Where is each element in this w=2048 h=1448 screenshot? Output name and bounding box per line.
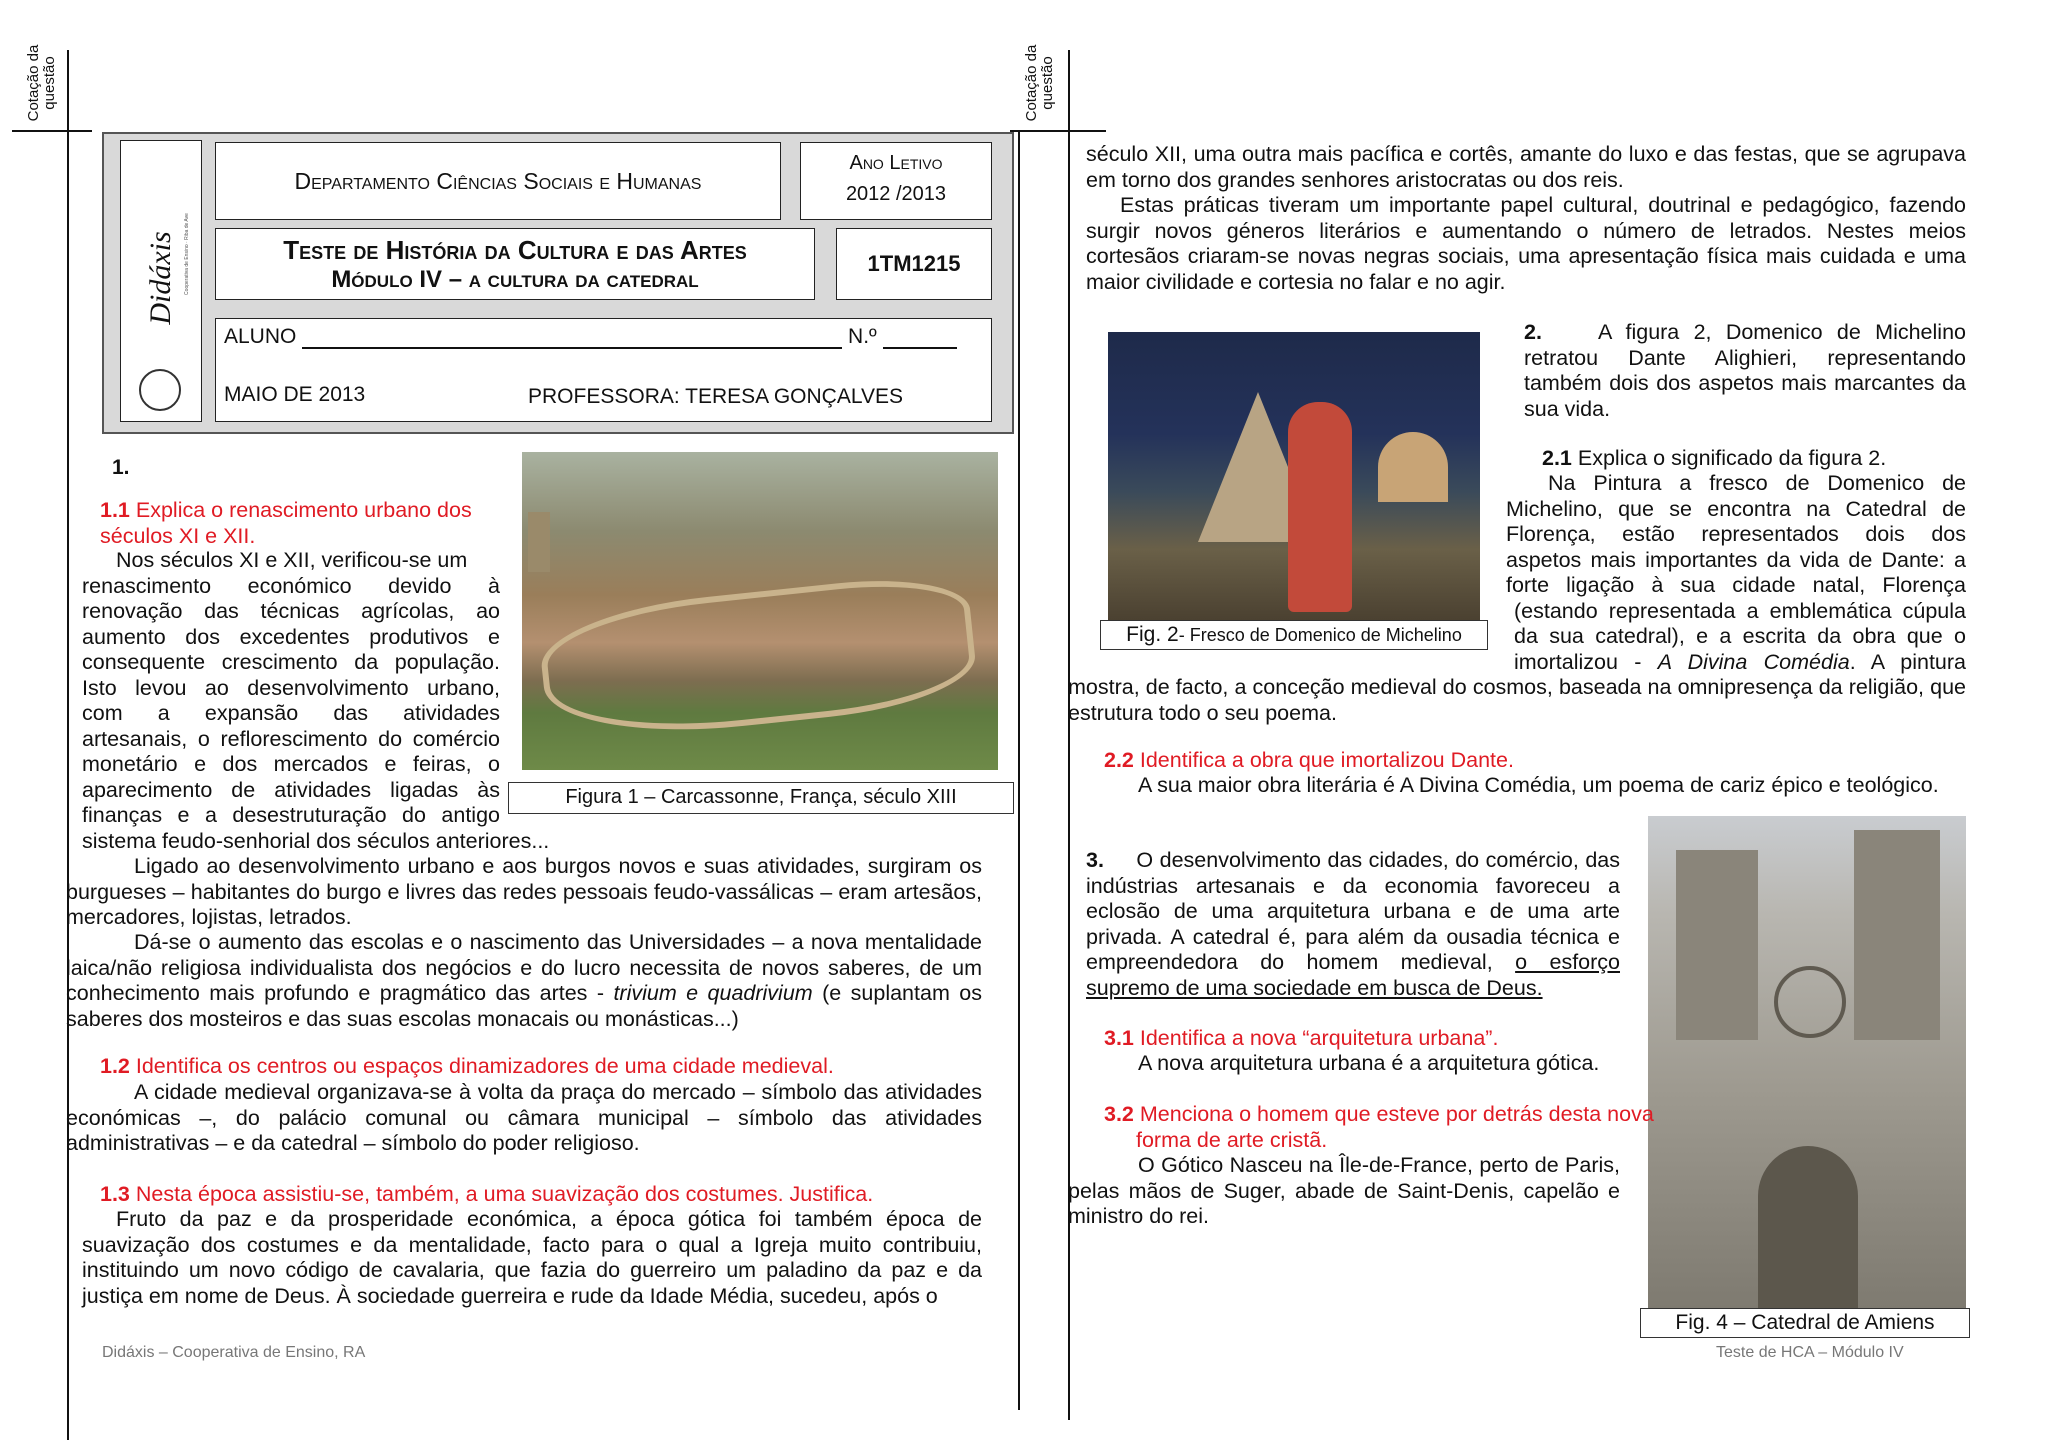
a2-1-line [1506, 650, 1966, 676]
q3-number: 3. [1086, 848, 1104, 872]
margin-label-right: Cotação da questão [1023, 44, 1056, 122]
year-label: Ano Letivo [849, 152, 943, 174]
a1-1-tail: sistema feudo-senhorial dos séculos anteriores... [82, 829, 550, 853]
figure-4-amiens-cathedral-image [1648, 816, 1966, 1310]
tower-shape [528, 512, 550, 572]
q1-1-text: Explica o renascimento urbano dos séculos XI e XII. [100, 498, 472, 548]
a2-1-line: (estando representada a emblemática cúpula [1514, 598, 1966, 623]
a2-1-line: Na Pintura a fresco de Domenico de [1548, 471, 1966, 495]
logo-emblem-icon [139, 369, 181, 411]
fig2-caption-label: Fig. 2 [1126, 623, 1179, 646]
a2-1-line: aspetos mais importantes da vida de Dante: a [1506, 547, 1966, 572]
didaxis-logo: Didáxis [144, 231, 177, 325]
figure-1-caption: Figura 1 – Carcassonne, França, século XIII [508, 782, 1014, 814]
a1-1-line: monetário e dos mercados e feiras, o [82, 752, 500, 776]
q3-question [1086, 848, 1620, 1001]
q1-1-number: 1.1 [100, 498, 130, 522]
q3-2-text: Menciona o homem que esteve por detrás desta nova forma de arte cristã. [1136, 1102, 1654, 1152]
a2-1-last-text: imortalizou - [1514, 649, 1658, 674]
a1-1-paragraph-2: Ligado ao desenvolvimento urbano e aos burgos novos e suas atividades, surgiram os burgueses – habitantes do burgo e livres das redes pessoais feudo-vassálicas – eram artesãos, mercadores, lojistas, letrados. [66, 854, 982, 929]
a1-3-answer: Fruto da paz e da prosperidade económica, a época gótica foi também época de suavização dos costumes e da mentalidade, facto para o qual a Igreja muito contribuiu, instituindo um novo código de cavalaria, que fazia do guerreiro um paladino da paz e da justiça em nome de Deus. À sociedade guerreira e rude da Idade Média, sucedeu, após o [82, 1207, 982, 1308]
test-title-line2: Módulo IV – a cultura da catedral [331, 266, 699, 293]
exam-date: MAIO DE 2013 [224, 383, 366, 406]
a1-1-paragraph-3 [66, 930, 982, 1032]
a2-1-last-text-end: . A pintura [1849, 649, 1966, 674]
a1-1-p3-text: Dá-se o aumento das escolas e o nascimento das Universidades – a nova mentalidade laica/não religiosa individualista dos negócios e do lucro necessita de novos saberes, de um conhecimento mais profundo e pragmático das artes - [66, 930, 982, 1005]
margin-line-left [67, 50, 69, 1440]
a1-1-line: renascimento económico devido à [82, 573, 500, 598]
a2-1-last-italic: A Divina Comédia [1657, 649, 1850, 674]
a1-1-line: Isto levou ao desenvolvimento urbano, [82, 675, 500, 700]
year-value: 2012 /2013 [845, 183, 947, 205]
q2-1-question [1542, 446, 1962, 472]
a2-1-line: da sua catedral), e a escrita da obra que o [1514, 624, 1966, 648]
a1-1-line: consequente crescimento da população. [82, 650, 500, 674]
rose-window-shape [1774, 966, 1846, 1038]
city-wall-shape [536, 570, 979, 746]
q3-2-number: 3.2 [1104, 1102, 1134, 1126]
a1-1-narrow [82, 548, 500, 829]
figure-2-dante-fresco-image [1108, 332, 1480, 622]
teacher-name: PROFESSORA: TERESA GONÇALVES [528, 385, 903, 408]
q1-2-number: 1.2 [100, 1054, 130, 1078]
a1-1-line: renovação das técnicas agrícolas, ao [82, 599, 500, 623]
title-box [215, 228, 815, 300]
q3-text: O desenvolvimento das cidades, do comércio, das indústrias artesanais e da economia favoreceu a eclosão de uma arquitetura urbana e de uma arte privada. A catedral é, para além da ousadia técnica e empreendedora do homem medieval, [1086, 848, 1620, 974]
q1-1-question [100, 498, 500, 549]
footer-left: Didáxis – Cooperativa de Ensino, RA [102, 1344, 366, 1361]
figure-1-carcassonne-image [522, 452, 998, 770]
test-title-line1: Teste de História da Cultura e das Artes [283, 235, 747, 265]
a1-1-line: finanças e a desestruturação do antigo [82, 803, 500, 827]
a1-2-answer: A cidade medieval organizava-se à volta da praça do mercado – símbolo das atividades económicas –, do palácio comunal ou câmara municipal – símbolo das atividades administrativas – e da catedral – símbolo do poder religioso. [66, 1080, 982, 1155]
student-row [224, 325, 957, 349]
student-label: ALUNO [224, 325, 297, 348]
page-divider [1018, 130, 1020, 1410]
a2-1-narrow [1506, 471, 1966, 675]
margin-top-line-left [12, 130, 92, 132]
logo-box [120, 140, 202, 422]
q2-1-text: Explica o significado da figura 2. [1577, 446, 1887, 470]
student-number-field[interactable] [883, 327, 957, 349]
q3-underlined-text: o esforço supremo de uma sociedade em busca de Deus. [1086, 950, 1620, 1000]
q3-1-number: 3.1 [1104, 1026, 1134, 1050]
q1-2-question [100, 1054, 1000, 1080]
left-tower-shape [1676, 850, 1758, 1040]
a1-1-line: aumento dos excedentes produtivos e [82, 624, 500, 649]
q2-number: 2. [1524, 320, 1542, 344]
department-title: Departamento Ciências Sociais e Humanas [294, 167, 702, 194]
a2-1-line: Florença, estão representados dois dos [1506, 522, 1966, 546]
margin-label-left: Cotação da questão [25, 44, 58, 122]
a2-1-line: Michelino, que se encontra na Catedral de [1506, 496, 1966, 521]
right-tower-shape [1854, 830, 1940, 1040]
q2-2-text: Identifica a obra que imortalizou Dante. [1139, 748, 1514, 772]
q1-3-text: Nesta época assistiu-se, também, a uma suavização dos costumes. Justifica. [135, 1182, 874, 1206]
figure-2-caption [1100, 620, 1488, 650]
q2-text: A figura 2, Domenico de Michelino retratou Dante Alighieri, representando também dois dos aspetos mais marcantes da sua vida. [1524, 320, 1966, 421]
q3-2-question [1104, 1102, 1656, 1153]
year-box [800, 142, 992, 220]
figure-4-caption: Fig. 4 – Catedral de Amiens [1640, 1308, 1970, 1338]
cathedral-dome-shape [1378, 432, 1448, 502]
student-name-field[interactable] [302, 327, 842, 349]
q1-3-question [100, 1182, 1000, 1208]
continuation-paragraph-1: século XII, uma outra mais pacífica e cortês, amante do luxo e das festas, que se agrupava em torno dos grandes senhores aristocratas ou dos reis. [1086, 142, 1966, 192]
q1-3-number: 1.3 [100, 1182, 130, 1206]
margin-top-line-right [1010, 130, 1106, 132]
q2-2-question [1104, 748, 1964, 774]
q3-1-question [1104, 1026, 1624, 1052]
a1-1-p3-text-end: (e suplantam os saberes dos mosteiros e das suas escolas monacais ou monásticas...) [66, 981, 982, 1031]
a1-1-line: artesanais, o reflorescimento do comércio [82, 726, 500, 751]
q1-number: 1. [112, 456, 130, 479]
student-box [215, 318, 992, 422]
continuation-paragraph-2: Estas práticas tiveram um importante papel cultural, doutrinal e pedagógico, fazendo surgir novos géneros literários e aumentando o número de letrados. Nestes meios cortesãos criaram-se novas negras sociais, uma apresentação física mais cuidada e uma maior civilidade e cortesia no falar e no agir. [1086, 193, 1966, 294]
a3-2-answer: O Gótico Nasceu na Île-de-France, perto de Paris, pelas mãos de Suger, abade de Saint-Denis, capelão e ministro do rei. [1068, 1153, 1620, 1228]
q1-2-text: Identifica os centros ou espaços dinamizadores de uma cidade medieval. [135, 1054, 834, 1078]
dante-figure-shape [1288, 402, 1352, 612]
a2-1-tail: mostra, de facto, a conceção medieval do cosmos, baseada na omnipresença da religião, que estrutura todo o seu poema. [1068, 675, 1966, 725]
department-box [215, 142, 781, 220]
test-code: 1TM1215 [867, 251, 961, 276]
fig2-caption-text: - Fresco de Domenico de Michelino [1178, 625, 1462, 645]
a2-1-line: forte ligação à sua cidade natal, Florença [1506, 573, 1966, 597]
logo-subtext: Cooperativa de Ensino · Riba de Ave [184, 213, 190, 295]
q2-2-number: 2.2 [1104, 748, 1134, 772]
portal-shape [1758, 1146, 1858, 1310]
a2-2-answer: A sua maior obra literária é A Divina Comédia, um poema de cariz épico e teológico. [1138, 773, 1939, 797]
q2-1-number: 2.1 [1542, 446, 1572, 470]
a1-1-line: aparecimento de atividades ligadas às [82, 777, 500, 802]
a1-1-p3-italic: trivium e quadrivium [613, 981, 813, 1005]
q2-question [1524, 320, 1966, 422]
q3-1-text: Identifica a nova “arquitetura urbana”. [1139, 1026, 1499, 1050]
a3-1-answer: A nova arquitetura urbana é a arquitetura gótica. [1138, 1051, 1600, 1075]
number-label: N.º [848, 325, 877, 348]
a1-1-line: Nos séculos XI e XII, verificou-se um [116, 548, 468, 572]
footer-right: Teste de HCA – Módulo IV [1716, 1344, 1904, 1361]
a1-1-line: com a expansão das atividades [82, 701, 500, 725]
code-box [836, 228, 992, 300]
